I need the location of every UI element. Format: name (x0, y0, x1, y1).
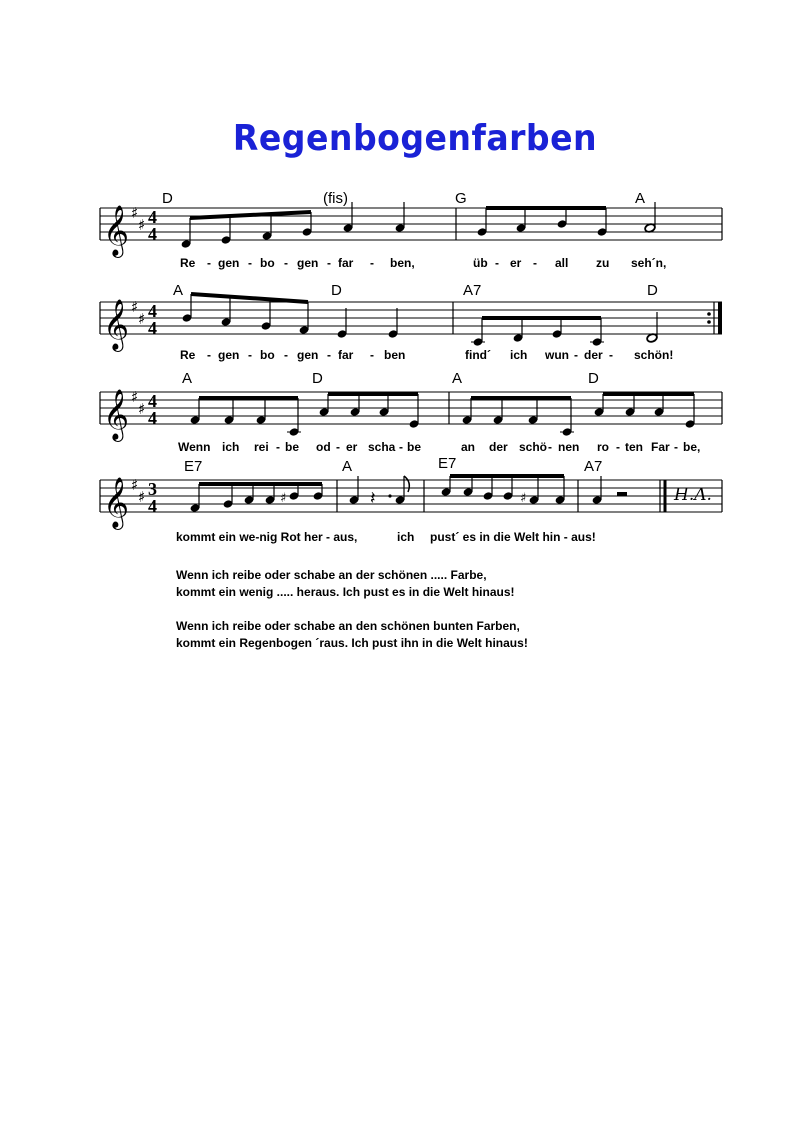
staff-lines (100, 208, 722, 240)
lyric-syllable: scha (368, 440, 396, 454)
lyric-hyphen: - (616, 440, 620, 454)
song-title: Regenbogenfarben (232, 118, 598, 159)
lyric-phrase: kommt ein we-nig Rot her - aus, (176, 530, 358, 544)
chord-label: A (635, 190, 646, 207)
quarter-rest-icon: 𝄽 (370, 488, 376, 509)
lyric-syllable: an (461, 440, 476, 454)
treble-clef-icon: 𝄞 (103, 477, 130, 528)
verse-line: Wenn ich reibe oder schabe an den schönen bunten Farben, (176, 619, 520, 633)
lyric-syllable: der (584, 348, 603, 362)
lyric-hyphen: - (207, 348, 211, 362)
sharp-icon: ♯ (138, 400, 146, 418)
notes (181, 202, 722, 249)
lyric-hyphen: - (674, 440, 678, 454)
time-signature: 4 (148, 207, 157, 227)
lyric-syllable: gen (297, 256, 319, 270)
chord-label: A (173, 282, 184, 299)
chord-label: D (647, 282, 658, 299)
chord-label: A7 (463, 282, 482, 299)
verse-line: Wenn ich reibe oder schabe an der schönen ..... Farbe, (176, 568, 487, 582)
lyric-syllable: üb (473, 256, 488, 270)
lyric-syllable: rei (254, 440, 269, 454)
arranger-initials: H.A. (674, 485, 712, 505)
lyric-syllable: ich (222, 440, 240, 454)
music-staff (0, 196, 800, 256)
lyric-syllable: der (489, 440, 508, 454)
chord-label: D (588, 370, 599, 387)
lyric-syllable: seh´n, (631, 256, 667, 270)
lyric-hyphen: - (548, 440, 552, 454)
lyric-hyphen: - (495, 256, 499, 270)
chord-label: (fis) (323, 190, 348, 207)
repeat-dot (707, 312, 711, 316)
lyric-syllable: far (338, 348, 354, 362)
chord-label: A (342, 458, 353, 475)
lyric-syllable: bo (260, 348, 275, 362)
sharp-icon: ♯ (138, 488, 146, 506)
verse-line: kommt ein wenig ..... heraus. Ich pust es in die Welt hinaus! (176, 585, 515, 599)
lyric-syllable: far (338, 256, 354, 270)
lyric-hyphen: - (207, 256, 211, 270)
lyric-hyphen: - (370, 348, 374, 362)
lyric-syllable: er (346, 440, 358, 454)
lyric-hyphen: - (284, 256, 288, 270)
lyric-syllable: gen (218, 348, 240, 362)
sharp-icon: ♯ (520, 491, 527, 506)
lyric-syllable: gen (218, 256, 240, 270)
time-signature: 4 (148, 224, 157, 244)
chord-label: G (455, 190, 467, 207)
lyric-hyphen: - (609, 348, 613, 362)
verse-line: kommt ein Regenbogen ´raus. Ich pust ihn in die Welt hinaus! (176, 636, 528, 650)
lyric-syllable: ben (384, 348, 406, 362)
staff-lines (100, 302, 722, 334)
lyric-hyphen: - (327, 348, 331, 362)
lyric-hyphen: - (533, 256, 537, 270)
lyric-syllable: nen (558, 440, 580, 454)
chord-label: E7 (184, 458, 203, 475)
lyric-syllable: Wenn (178, 440, 211, 454)
sharp-icon: ♯ (138, 310, 146, 328)
lyric-phrase: ich (397, 530, 415, 544)
repeat-dot (707, 320, 711, 324)
chord-label: A (452, 370, 463, 387)
lyric-syllable: be (285, 440, 300, 454)
chord-label: A (182, 370, 193, 387)
lyric-hyphen: - (248, 348, 252, 362)
lyric-hyphen: - (574, 348, 578, 362)
sharp-icon: ♯ (131, 476, 139, 494)
lyric-syllable: Re (180, 256, 196, 270)
sharp-icon: ♯ (131, 388, 139, 406)
lyric-syllable: bo (260, 256, 275, 270)
chord-label: D (312, 370, 323, 387)
lyric-hyphen: - (327, 256, 331, 270)
lyric-syllable: gen (297, 348, 319, 362)
lyric-syllable: ro (597, 440, 609, 454)
treble-clef-icon: 𝄞 (103, 299, 130, 350)
sharp-icon: ♯ (131, 298, 139, 316)
notes (190, 476, 722, 513)
treble-clef-icon: 𝄞 (103, 389, 130, 440)
lyric-syllable: ben, (390, 256, 415, 270)
lyric-syllable: Far (651, 440, 670, 454)
lyric-syllable: er (510, 256, 522, 270)
lyric-syllable: wun (545, 348, 569, 362)
lyric-hyphen: - (276, 440, 280, 454)
lyric-hyphen: - (399, 440, 403, 454)
lyric-syllable: schön! (634, 348, 674, 362)
notes (190, 392, 722, 437)
chord-label: A7 (584, 458, 603, 475)
chord-label: D (162, 190, 173, 207)
sharp-icon: ♯ (280, 491, 287, 506)
lyric-syllable: ich (510, 348, 528, 362)
verse-3 (176, 618, 528, 652)
lyric-syllable: be, (683, 440, 701, 454)
sharp-icon: ♯ (138, 216, 146, 234)
music-staff (0, 380, 800, 440)
lyric-syllable: Re (180, 348, 196, 362)
lyric-syllable: zu (596, 256, 610, 270)
lyric-syllable: ten (625, 440, 643, 454)
lyric-syllable: schö (519, 440, 548, 454)
half-rest-icon (617, 492, 627, 496)
chord-label: D (331, 282, 342, 299)
lyric-hyphen: - (336, 440, 340, 454)
time-signature: 3 (148, 479, 157, 499)
lyric-syllable: all (555, 256, 569, 270)
time-signature: 4 (148, 408, 157, 428)
lyric-hyphen: - (284, 348, 288, 362)
verse-2 (176, 567, 515, 601)
lyric-syllable: od (316, 440, 331, 454)
time-signature: 4 (148, 391, 157, 411)
music-staff (0, 290, 800, 350)
treble-clef-icon: 𝄞 (103, 205, 130, 256)
time-signature: 4 (148, 301, 157, 321)
lyric-hyphen: - (248, 256, 252, 270)
lyric-syllable: be (407, 440, 422, 454)
time-signature: 4 (148, 496, 157, 516)
time-signature: 4 (148, 318, 157, 338)
lyric-phrase: pust´ es in die Welt hin - aus! (430, 530, 596, 544)
sharp-icon: ♯ (131, 204, 139, 222)
lyric-syllable: find´ (465, 348, 491, 362)
lyric-hyphen: - (370, 256, 374, 270)
chord-label: E7 (438, 455, 457, 472)
